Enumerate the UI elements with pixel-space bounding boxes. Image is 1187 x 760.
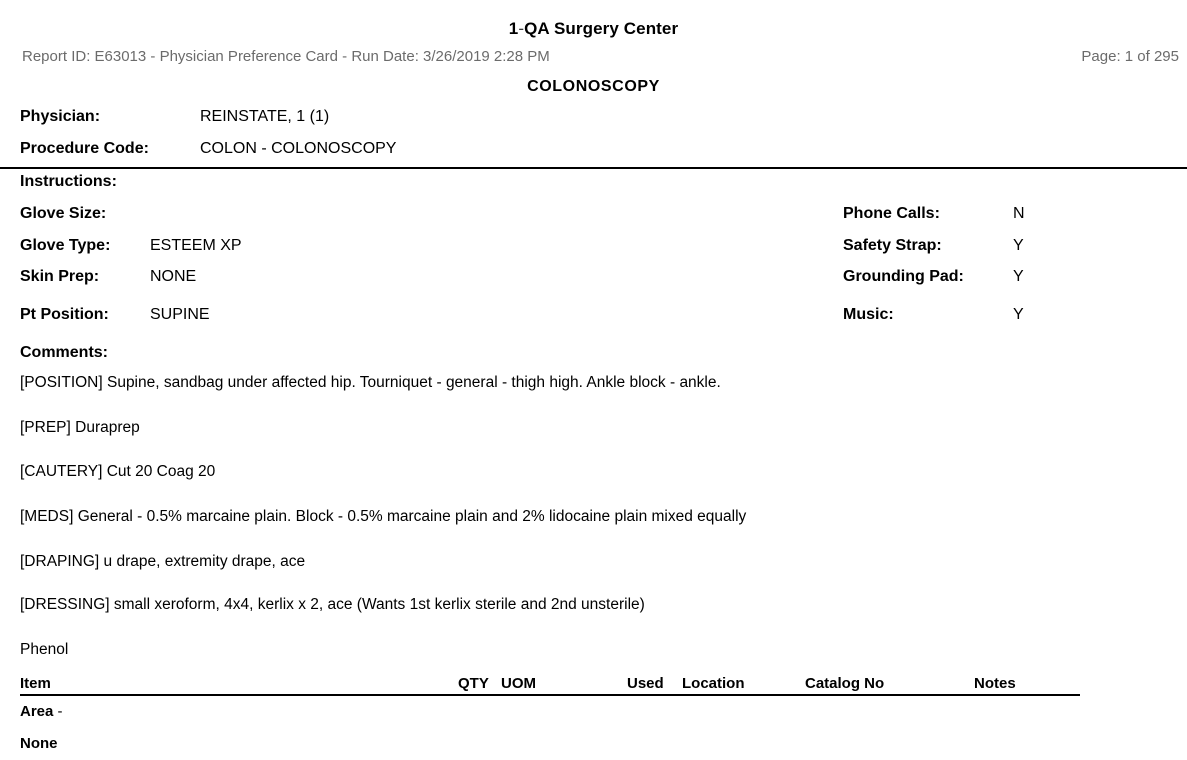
field-skin-prep-value: NONE — [150, 268, 197, 285]
facility-number: 1 — [508, 19, 519, 38]
report-meta-line: Report ID: E63013 - Physician Preference Card - Run Date: 3/26/2019 2:28 PM — [22, 48, 550, 65]
column-header-location: Location — [682, 675, 745, 692]
field-skin-prep-label: Skin Prep: — [20, 268, 100, 285]
field-phone-calls-label: Phone Calls: — [843, 205, 940, 222]
field-safety-strap-label: Safety Strap: — [843, 237, 942, 254]
page-number: Page: 1 of 295 — [1081, 48, 1179, 65]
comment-line-prep: [PREP] Duraprep — [20, 419, 140, 436]
field-instructions-label: Instructions: — [20, 173, 117, 190]
field-phone-calls-value: N — [1013, 205, 1025, 222]
comments-label: Comments: — [20, 344, 109, 361]
column-header-uom: UOM — [501, 675, 536, 692]
comment-line-cautery: [CAUTERY] Cut 20 Coag 20 — [20, 463, 216, 480]
field-pt-position-value: SUPINE — [150, 306, 210, 323]
field-glove-size-label: Glove Size: — [20, 205, 107, 222]
comment-line-meds: [MEDS] General - 0.5% marcaine plain. Block - 0.5% marcaine plain and 2% lidocaine plain mixed equally — [20, 508, 747, 525]
column-header-qty: QTY — [458, 675, 489, 692]
physician-value: REINSTATE, 1 (1) — [200, 108, 330, 125]
comment-line-dressing: [DRESSING] small xeroform, 4x4, kerlix x 2, ace (Wants 1st kerlix sterile and 2nd unsterile) — [20, 596, 645, 613]
comment-line-position: [POSITION] Supine, sandbag under affected hip. Tourniquet - general - thigh high. Ankle block - ankle. — [20, 374, 721, 391]
procedure-code-label: Procedure Code: — [20, 140, 149, 157]
field-music-label: Music: — [843, 306, 894, 323]
table-row-suffix: - — [57, 703, 63, 720]
comment-line-phenol: Phenol — [20, 641, 69, 658]
item-table-divider — [20, 694, 1080, 696]
table-row — [20, 735, 58, 752]
field-pt-position — [20, 306, 210, 324]
field-grounding-pad — [843, 268, 1024, 286]
field-safety-strap — [843, 237, 1024, 255]
field-glove-type — [20, 237, 242, 255]
column-header-used: Used — [627, 675, 664, 692]
field-glove-type-value: ESTEEM XP — [150, 237, 242, 254]
page-title — [0, 19, 1187, 39]
field-grounding-pad-value: Y — [1013, 268, 1024, 285]
physician-row — [20, 108, 329, 126]
field-music-value: Y — [1013, 306, 1024, 323]
field-glove-size — [20, 205, 150, 223]
field-pt-position-label: Pt Position: — [20, 306, 109, 323]
title-separator: - — [518, 19, 525, 38]
column-header-catalog-no: Catalog No — [805, 675, 885, 692]
field-glove-type-label: Glove Type: — [20, 237, 111, 254]
field-skin-prep — [20, 268, 196, 286]
procedure-code-row — [20, 140, 396, 158]
column-header-item: Item — [20, 675, 51, 692]
facility-name: QA Surgery Center — [524, 19, 679, 38]
table-row-label: Area — [20, 703, 54, 720]
table-row-label: None — [20, 735, 58, 752]
header-divider — [0, 167, 1187, 169]
field-phone-calls — [843, 205, 1025, 223]
procedure-code-value: COLON - COLONOSCOPY — [200, 140, 397, 157]
column-header-notes: Notes — [974, 675, 1016, 692]
physician-label: Physician: — [20, 108, 101, 125]
field-safety-strap-value: Y — [1013, 237, 1024, 254]
field-music — [843, 306, 1024, 324]
item-table-header — [20, 675, 1080, 695]
field-grounding-pad-label: Grounding Pad: — [843, 268, 964, 285]
table-row — [20, 703, 63, 720]
procedure-title: COLONOSCOPY — [527, 78, 660, 95]
field-instructions — [20, 173, 150, 191]
comment-line-draping: [DRAPING] u drape, extremity drape, ace — [20, 553, 306, 570]
